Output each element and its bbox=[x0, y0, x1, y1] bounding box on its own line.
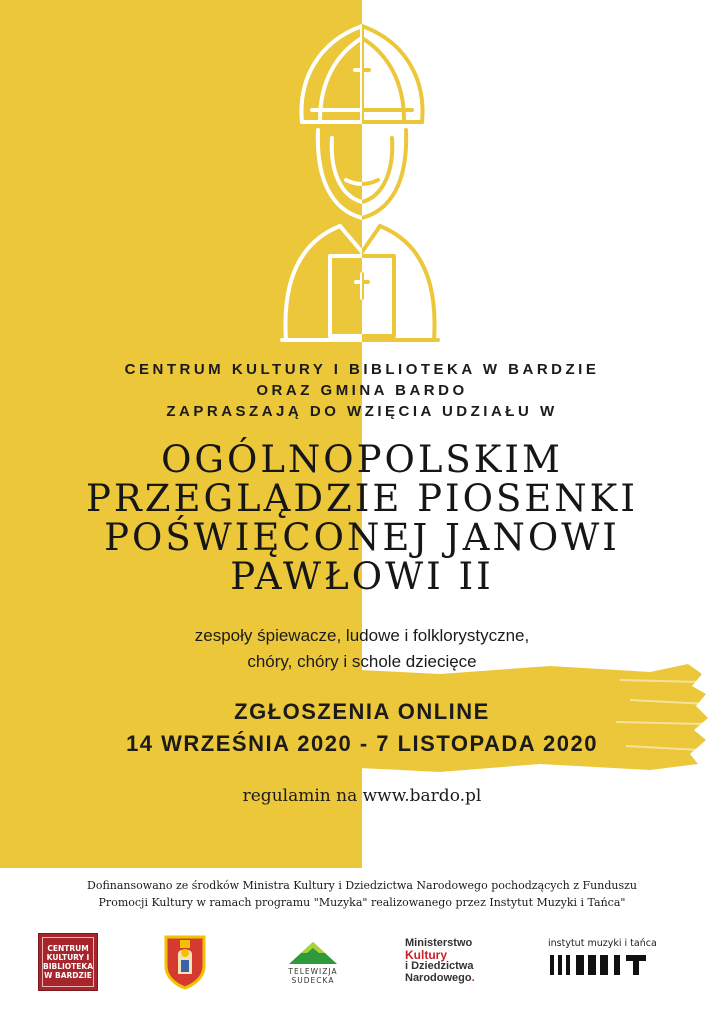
participants-line-2: chóry, chóry i schole dziecięce bbox=[247, 652, 477, 671]
telewizja-sudecka-text: TELEWIZJA SUDECKA bbox=[288, 967, 338, 985]
organizer-line-2: ORAZ GMINA BARDO bbox=[256, 382, 468, 399]
bardo-coat-of-arms-icon bbox=[163, 934, 207, 990]
ckib-logo: CENTRUM KULTURY I BIBLIOTEKA W BARDZIE bbox=[38, 933, 98, 991]
regulations-prefix: regulamin na bbox=[242, 786, 363, 806]
ministry-logo: Ministerstwo Kultury i Dziedzictwa Narodowego. bbox=[405, 937, 475, 984]
telewizja-sudecka-logo bbox=[283, 938, 343, 966]
imit-logo: instytut muzyki i tańca bbox=[548, 938, 668, 982]
regulations-link[interactable]: www.bardo.pl bbox=[362, 786, 482, 806]
event-title-line-4: PAWŁOWI II bbox=[230, 555, 494, 598]
imit-mark-icon bbox=[548, 955, 648, 977]
event-title-line-2: PRZEGLĄDZIE PIOSENKI bbox=[86, 477, 638, 520]
organizer-line-1: CENTRUM KULTURY I BIBLIOTEKA W BARDZIE bbox=[124, 361, 600, 378]
submission-label: ZGŁOSZENIA ONLINE bbox=[234, 699, 490, 724]
pope-figure-icon bbox=[260, 20, 460, 350]
funding-line-1: Dofinansowano ze środków Ministra Kultury i Dziedzictwa Narodowego pochodzących z Funduszu bbox=[87, 879, 637, 892]
regulations-line bbox=[0, 786, 724, 806]
invitation-line: ZAPRASZAJĄ DO WZIĘCIA UDZIAŁU W bbox=[166, 403, 558, 420]
funding-line-2: Promocji Kultury w ramach programu "Muzyka" realizowanego przez Instytut Muzyki i Tańca" bbox=[98, 896, 626, 909]
event-title-line-3: POŚWIĘCONEJ JANOWI bbox=[104, 516, 620, 559]
event-title-line-1: OGÓLNOPOLSKIM bbox=[161, 438, 563, 481]
participants-line-1: zespoły śpiewacze, ludowe i folklorystyczne, bbox=[194, 626, 530, 645]
submission-dates: 14 WRZEŚNIA 2020 - 7 LISTOPADA 2020 bbox=[126, 731, 598, 756]
